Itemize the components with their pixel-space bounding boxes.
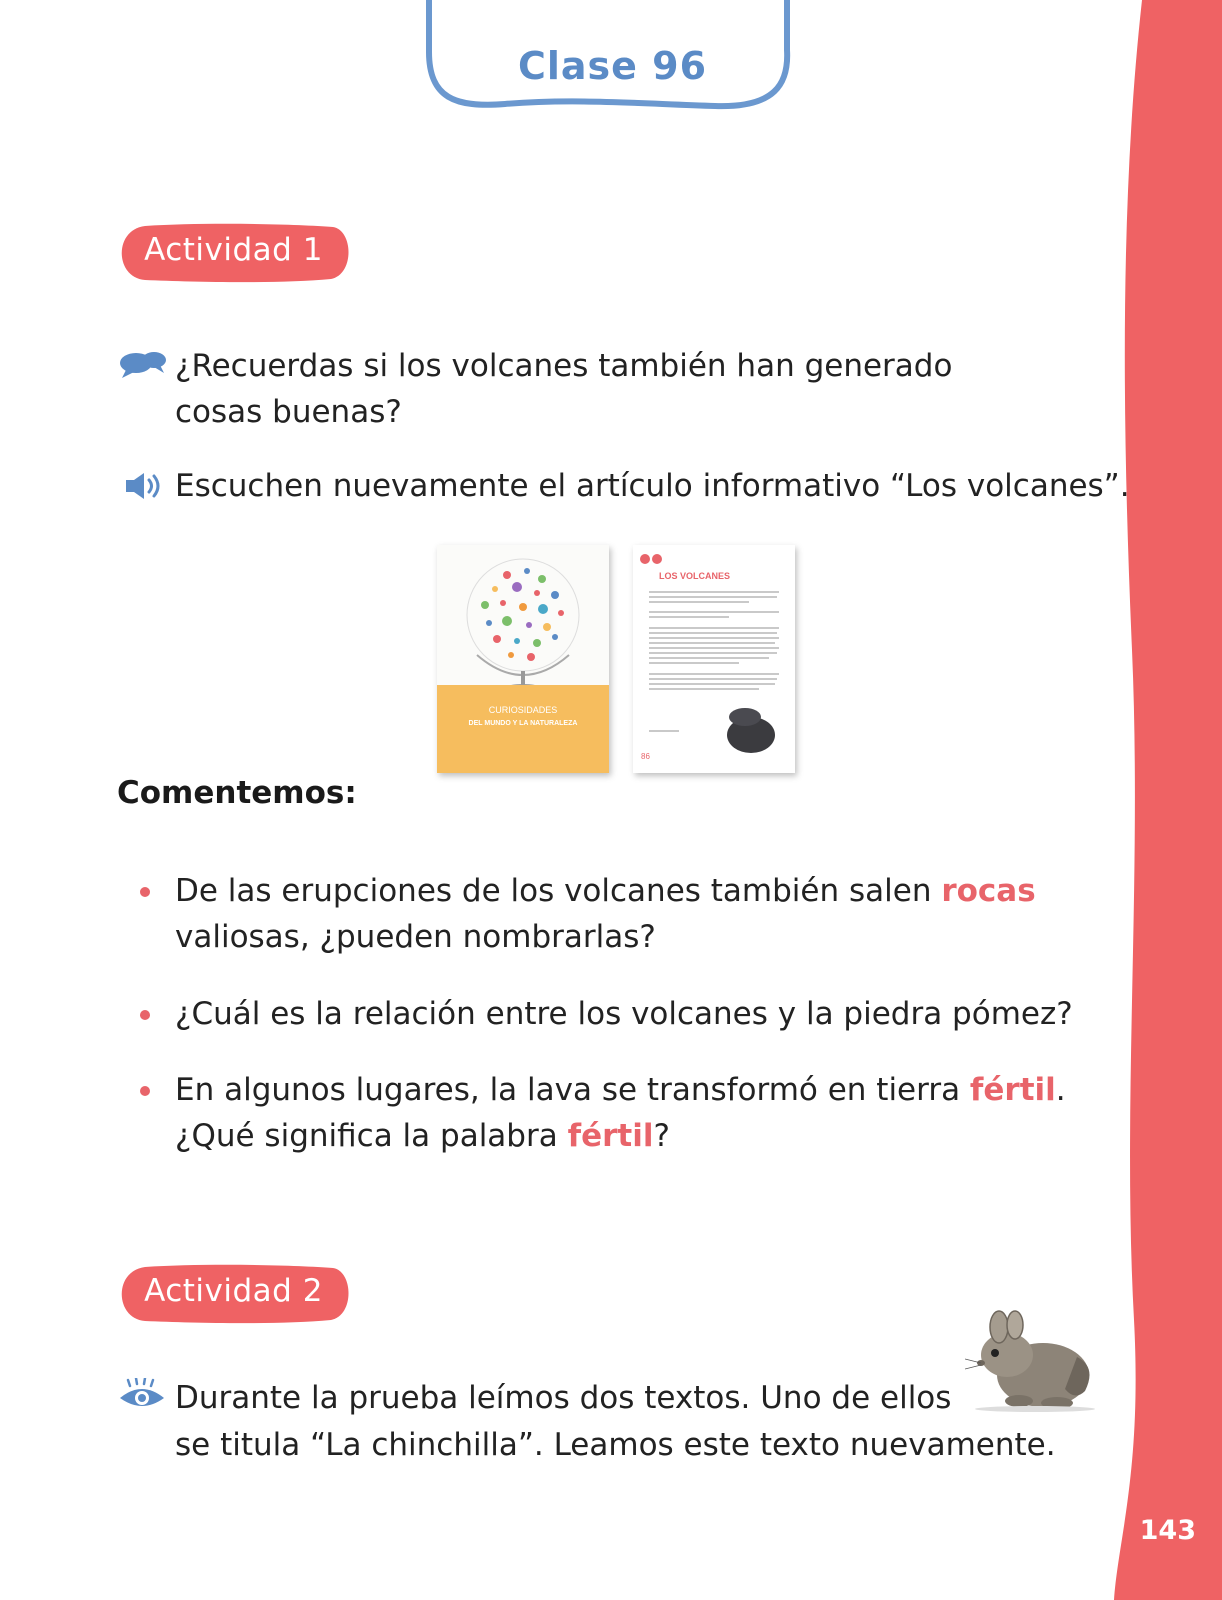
- discuss-heading: Comentemos:: [117, 775, 357, 811]
- speech-bubbles-icon: [118, 350, 168, 380]
- highlight-fertil: fértil: [969, 1072, 1056, 1108]
- bullet-1-line-1: [175, 868, 1036, 915]
- book-cover-title-2: DEL MUNDO Y LA NATURALEZA: [468, 720, 578, 727]
- bullet-3-line-2: [175, 1113, 670, 1160]
- bullet-1-line-2: valiosas, ¿pueden nombrarlas?: [175, 919, 656, 955]
- bullet-2-line: ¿Cuál es la relación entre los volcanes y la piedra pómez?: [175, 996, 1073, 1032]
- bullet-3-question: ¿Qué significa la palabra: [175, 1118, 568, 1154]
- read-line-1: Durante la prueba leímos dos textos. Uno de ellos: [175, 1380, 952, 1416]
- bullet-3-question-mark: ?: [653, 1118, 670, 1154]
- class-title: Clase 96: [517, 44, 708, 88]
- question-line-1: ¿Recuerdas si los volcanes también han generado: [175, 348, 953, 384]
- book-cover-image: [437, 545, 609, 773]
- bullet-1-text: De las erupciones de los volcanes también salen: [175, 873, 942, 909]
- read-line-2: se titula “La chinchilla”. Leamos este texto nuevamente.: [175, 1427, 1056, 1463]
- bullet-3-line-1: [175, 1067, 1066, 1114]
- book-page-image: [633, 545, 795, 773]
- book-page-number: 86: [641, 752, 650, 761]
- eye-icon: [118, 1378, 166, 1412]
- book-page-title: LOS VOLCANES: [659, 571, 731, 581]
- page-side-band: [1112, 0, 1222, 1600]
- highlight-fertil-2: fértil: [567, 1118, 654, 1154]
- bullet-marker: [140, 887, 150, 897]
- activity-2-label: Actividad 2: [144, 1273, 323, 1309]
- bullet-3-text: En algunos lugares, la lava se transformó en tierra: [175, 1072, 970, 1108]
- book-cover-title-1: CURIOSIDADES: [488, 705, 558, 715]
- bullet-marker: [140, 1086, 150, 1096]
- page-number: 143: [1139, 1515, 1196, 1546]
- speaker-icon: [124, 470, 164, 502]
- bullet-3-punct: .: [1055, 1072, 1066, 1108]
- listen-instruction: Escuchen nuevamente el artículo informativo “Los volcanes”.: [175, 468, 1130, 504]
- bullet-marker: [140, 1010, 150, 1020]
- activity-1-label: Actividad 1: [144, 232, 323, 268]
- highlight-rocas: rocas: [941, 873, 1036, 909]
- question-line-2: cosas buenas?: [175, 394, 402, 430]
- chinchilla-illustration: [965, 1305, 1100, 1415]
